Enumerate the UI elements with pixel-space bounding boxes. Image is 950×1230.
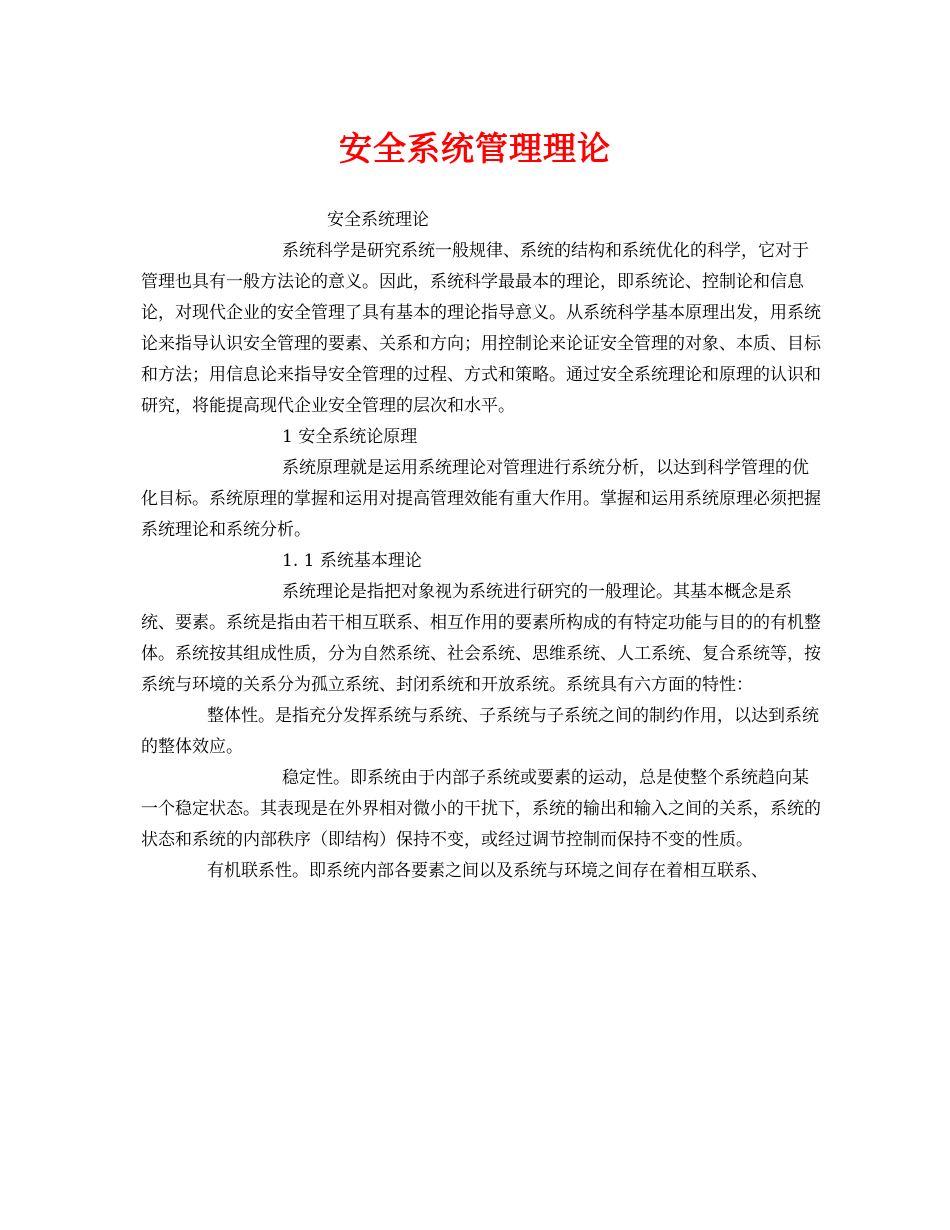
section-heading: 1 安全系统论原理 [282, 427, 418, 447]
document-title: 安全系统管理理论 [339, 129, 611, 168]
section-heading: 1. 1 系统基本理论 [282, 551, 422, 571]
paragraph: 系统原理就是运用系统理论对管理进行系统分析，以达到科学管理的优化目标。系统原理的掌握和运用对提高管理效能有重大作用。掌握和运用系统原理必须把握系统理论和系统分析。 [141, 458, 821, 540]
paragraph: 稳定性。即系统由于内部子系统或要素的运动，总是使整个系统趋向某一个稳定状态。其表现是在外界相对微小的干扰下，系统的输出和输入之间的关系，系统的状态和系统的内部秩序（即结构）保持不变，或经过调节控制而保持不变的性质。 [141, 768, 821, 850]
document-body [141, 205, 821, 887]
paragraph: 整体性。是指充分发挥系统与系统、子系统与子系统之间的制约作用，以达到系统的整体效应。 [141, 706, 819, 757]
section-heading: 安全系统理论 [327, 210, 429, 230]
paragraph: 有机联系性。即系统内部各要素之间以及系统与环境之间存在着相互联系、 [207, 861, 768, 881]
paragraph: 系统理论是指把对象视为系统进行研究的一般理论。其基本概念是系统、要素。系统是指由若干相互联系、相互作用的要素所构成的有特定功能与目的的有机整体。系统按其组成性质，分为自然系统、社会系统、思维系统、人工系统、复合系统等，按系统与环境的关系分为孤立系统、封闭系统和开放系统。系统具有六方面的特性： [141, 582, 821, 695]
paragraph: 系统科学是研究系统一般规律、系统的结构和系统优化的科学，它对于管理也具有一般方法论的意义。因此，系统科学最最本的理论，即系统论、控制论和信息论，对现代企业的安全管理了具有基本的理论指导意义。从系统科学基本原理出发，用系统论来指导认识安全管理的要素、关系和方向；用控制论来论证安全管理的对象、本质、目标和方法；用信息论来指导安全管理的过程、方式和策略。通过安全系统理论和原理的认识和研究，将能提高现代企业安全管理的层次和水平。 [141, 241, 821, 416]
